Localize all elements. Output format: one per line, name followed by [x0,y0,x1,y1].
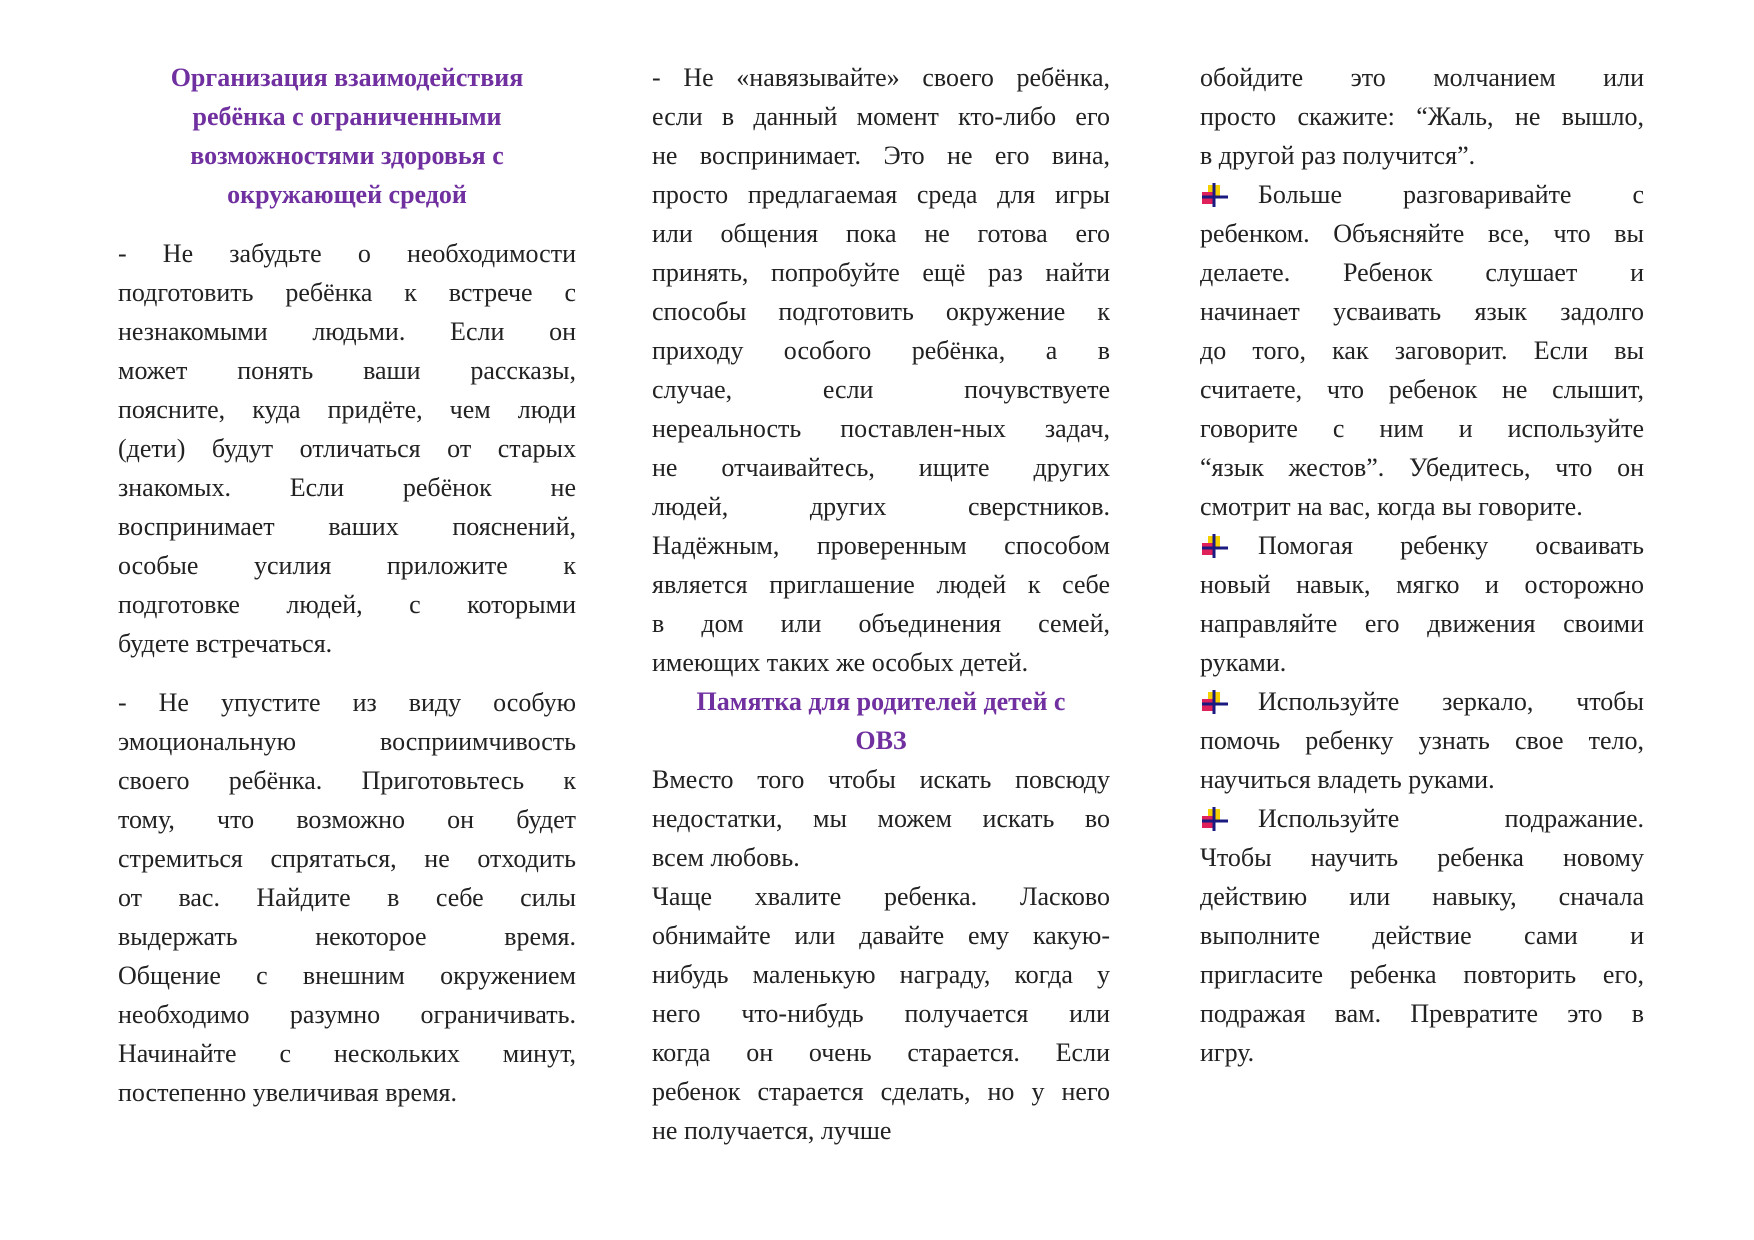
square-cross-bullet-icon [1200,807,1228,831]
text-line: ребенок старается сделать, но у него [652,1077,1110,1106]
text-line: не воспринимает. Это не его вина, [652,141,1110,170]
text-line: помочь ребенку узнать свое тело, [1200,726,1644,755]
paragraph-continuation [1200,58,1644,175]
text-line: имеющих таких же особых детей. [652,648,1029,677]
square-cross-bullet-icon [1200,183,1228,207]
text-line: смотрит на вас, когда вы говорите. [1200,492,1583,521]
text-line: ребенком. Объясняйте все, что вы [1200,219,1644,248]
column-right [1200,58,1644,1072]
paragraph-prepare-child [118,234,576,663]
text-line: - Не упустите из виду особую [118,688,576,717]
text-line: тому, что возможно он будет [118,805,576,834]
text-line: нереальность поставлен-ных задач, [652,414,1110,443]
paragraph-emotional-sensitivity [118,683,576,1112]
text-line: незнакомыми людьми. Если он [118,317,576,346]
paragraph-look-for-love [652,760,1110,877]
text-line: нибудь маленькую награду, когда у [652,960,1110,989]
heading-line: Организация взаимодействия [170,63,524,92]
text-line: научиться владеть руками. [1200,765,1495,794]
text-line: или общения пока не готова его [652,219,1110,248]
text-line: случае, если почувствуете [652,375,1110,404]
text-line: - Не забудьте о необходимости [118,239,576,268]
text-line: в другой раз получится”. [1200,141,1476,170]
text-line: Надёжным, проверенным способом [652,531,1110,560]
text-line-content: Используйте подражание. [1258,804,1644,833]
text-line [1200,526,1644,565]
text-line: способы подготовить окружение к [652,297,1110,326]
text-line: просто скажите: “Жаль, не вышло, [1200,102,1644,131]
text-line-content: Используйте зеркало, чтобы [1258,687,1644,716]
text-line: если в данный момент кто-либо его [652,102,1110,131]
heading-line: окружающей средой [227,180,467,209]
text-line: Чтобы научить ребенка новому [1200,843,1644,872]
text-line: начинает усваивать язык задолго [1200,297,1644,326]
bullet-item-mirror [1200,682,1644,799]
text-line: может понять ваши рассказы, [118,356,576,385]
text-line: (дети) будут отличаться от старых [118,434,576,463]
bullet-item-guide-movements [1200,526,1644,682]
text-line: когда он очень старается. Если [652,1038,1110,1067]
square-cross-bullet-icon [1200,690,1228,714]
text-line: до того, как заговорит. Если вы [1200,336,1644,365]
text-line: эмоциональную восприимчивость [118,727,576,756]
text-line: новый навык, мягко и осторожно [1200,570,1644,599]
text-line: особые усилия приложите к [118,551,576,580]
text-line: от вас. Найдите в себе силы [118,883,576,912]
text-line: направляйте его движения своими [1200,609,1644,638]
text-line: не получается, лучше [652,1116,892,1145]
text-line: Общение с внешним окружением [118,961,576,990]
text-line-content: Больше разговаривайте с [1258,180,1644,209]
square-cross-bullet-icon [1200,534,1228,558]
column-middle [652,58,1110,1150]
text-line: руками. [1200,648,1287,677]
text-line: Начинайте с нескольких минут, [118,1039,576,1068]
text-line: подготовке людей, с которыми [118,590,576,619]
text-line: недостатки, мы можем искать во [652,804,1110,833]
text-line: необходимо разумно ограничивать. [118,1000,576,1029]
text-line: игру. [1200,1038,1255,1067]
text-line: - Не «навязывайте» своего ребёнка, [652,63,1110,92]
text-line: считаете, что ребенок не слышит, [1200,375,1644,404]
text-line: просто предлагаемая среда для игры [652,180,1110,209]
text-line: принять, попробуйте ещё раз найти [652,258,1110,287]
text-line: воспринимает ваших пояснений, [118,512,576,541]
heading-line: ОВЗ [855,726,907,755]
text-line: делаете. Ребенок слушает и [1200,258,1644,287]
text-line: Чаще хвалите ребенка. Ласково [652,882,1110,911]
text-line: “язык жестов”. Убедитесь, что он [1200,453,1644,482]
text-line: обойдите это молчанием или [1200,63,1644,92]
text-line: подготовить ребёнка к встрече с [118,278,576,307]
text-line: выдержать некоторое время. [118,922,576,951]
text-line [1200,175,1644,214]
text-line: обнимайте или давайте ему какую- [652,921,1110,950]
bullet-item-imitation [1200,799,1644,1072]
text-line [1200,799,1644,838]
section-title-memo [652,682,1110,760]
column-left [118,58,576,1112]
text-line: будете встречаться. [118,629,333,658]
text-line: не отчаивайтесь, ищите других [652,453,1110,482]
heading-line: ребёнка с ограниченными [192,102,502,131]
text-line: всем любовь. [652,843,800,872]
text-line: своего ребёнка. Приготовьтесь к [118,766,576,795]
text-line: приходу особого ребёнка, а в [652,336,1110,365]
text-line: постепенно увеличивая время. [118,1078,457,1107]
text-line: подражая вам. Превратите это в [1200,999,1644,1028]
text-line: пригласите ребенка повторить его, [1200,960,1644,989]
text-line: действию или навыку, сначала [1200,882,1644,911]
heading-line: Памятка для родителей детей с [696,687,1066,716]
paragraph-do-not-impose [652,58,1110,682]
text-line: в дом или объединения семей, [652,609,1110,638]
text-line-content: Помогая ребенку осваивать [1258,531,1644,560]
paragraph-praise-child [652,877,1110,1150]
text-line: выполните действие сами и [1200,921,1644,950]
text-line: знакомых. Если ребёнок не [118,473,576,502]
text-line: людей, других сверстников. [652,492,1110,521]
text-line: поясните, куда придёте, чем люди [118,395,576,424]
text-line: стремиться спрятаться, не отходить [118,844,576,873]
text-line: говорите с ним и используйте [1200,414,1644,443]
section-title-interaction [118,58,576,214]
text-line: является приглашение людей к себе [652,570,1110,599]
text-line: Вместо того чтобы искать повсюду [652,765,1110,794]
heading-line: возможностями здоровья с [190,141,504,170]
text-line [1200,682,1644,721]
bullet-item-talk-more [1200,175,1644,526]
text-line: него что-нибудь получается или [652,999,1110,1028]
